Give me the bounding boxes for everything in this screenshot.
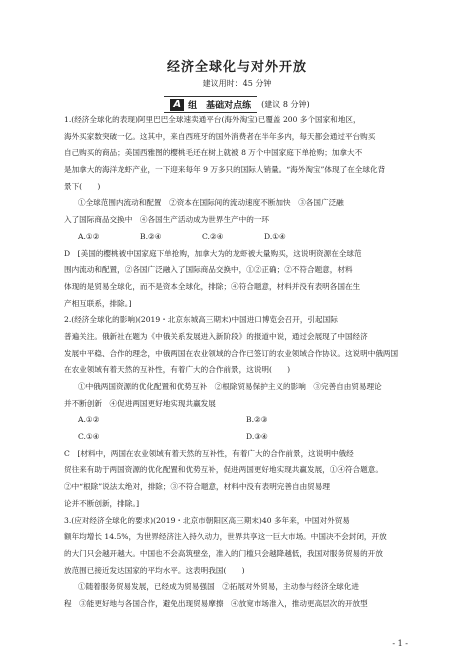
option-b: B.②③ bbox=[246, 415, 268, 425]
text-line: ①全球范围内流动和配置 ②资本在国际间的流动速度不断加快 ③各国广泛融 bbox=[78, 198, 344, 208]
option-a: A.①② bbox=[78, 415, 100, 425]
group-badge bbox=[164, 96, 257, 113]
option-b: B.②④ bbox=[140, 231, 162, 241]
text-line: 3.(应对经济全球化的要求)(2019・北京市朝阳区高三期末)40 多年来，中国对外贸易 bbox=[64, 515, 350, 525]
text-line: 普遍关注。俄新社在题为《中俄关系发展进入新阶段》的报道中说，通过会展现了中国经济 bbox=[64, 331, 368, 341]
text-line: ①中俄两国资源的优化配置和优势互补 ②根除贸易保护主义的影响 ③完善自由贸易理论 bbox=[78, 382, 382, 391]
text-line: 体现的是贸易全球化，而不是资本全球化，排除；④符合题意，材料并没有表明各国在生 bbox=[64, 281, 361, 291]
text-line: ②中“根除”说法太绝对，排除；③不符合题意，材料中没有表明完善自由贸易理 bbox=[64, 482, 330, 492]
text-line: 围内流动和配置，②各国广泛融入了国际商品交换中，①②正确；②不符合题意，材料 bbox=[64, 265, 353, 275]
text-line: 产相互联系，排除。] bbox=[64, 298, 132, 308]
text-line: 在农业领域有着天然的互补性，有着广大的合作前景，这说明( ) bbox=[64, 365, 291, 375]
text-line: 程 ③能更好地与各国合作，避免出现贸易摩擦 ④放宽市场准入，推动更高层次的开放型 bbox=[64, 598, 368, 608]
group-name: 组 基础对点练 bbox=[188, 101, 252, 111]
option-a: A.①② bbox=[78, 231, 100, 241]
group-hint: (建议 8 分钟) bbox=[261, 100, 310, 109]
question-body bbox=[64, 112, 414, 613]
option-c: C.①④ bbox=[78, 432, 100, 442]
text-line: C [材料中，两国在农业领域有着天然的互补性，有着广大的合作前景，这说明中俄经 bbox=[64, 448, 354, 458]
text-line: 并不断创新 ④促进两国更好地实现共赢发展 bbox=[64, 398, 216, 408]
text-line: 额年均增长 14.5%，为世界经济注入持久动力，世界共享这一巨大市场。中国决不会封闭，开放 bbox=[64, 532, 387, 542]
page-number: - 1 - bbox=[392, 639, 408, 648]
option-c: C.②④ bbox=[202, 231, 224, 241]
suggested-time: 建议用时：45 分钟 bbox=[202, 79, 272, 88]
text-line: 入了国际商品交换中 ④各国生产活动成为世界生产中的一环 bbox=[64, 215, 270, 225]
text-line: 放范围已接近发达国家的平均水平。这表明我国( ) bbox=[64, 565, 245, 575]
text-line: 发展中平稳、合作的理念，中俄两国在农业领域的合作已签订的农业领域合作协议。这说明中俄两国 bbox=[64, 348, 399, 358]
text-line: 2.(经济全球化的影响)(2019・北京东城高三期末)中国进口博览会召开，引起国际 bbox=[64, 315, 338, 325]
text-line: 1.(经济全球化的表现)阿里巴巴全球速卖通平台(海外淘宝)已覆盖 200 多个国家和地区， bbox=[64, 115, 361, 124]
text-line: 景下( ) bbox=[64, 181, 101, 191]
text-line: 的大门只会越开越大。中国也不会高筑壁垒，准入的门槛只会越降越低，我国对服务贸易的开放 bbox=[64, 548, 383, 558]
option-d: D.③④ bbox=[246, 432, 268, 442]
option-d: D.①④ bbox=[264, 231, 286, 241]
answer-options bbox=[64, 229, 414, 246]
answer-options bbox=[64, 412, 414, 429]
text-line: 是加拿大的海洋龙虾产业，一下迎来每年 9 万多只的国际人销量。“海外淘宝”体现了在全球化背 bbox=[64, 165, 386, 175]
text-line: 论并不断创新，排除。] bbox=[64, 498, 140, 508]
group-header bbox=[0, 96, 474, 113]
text-line: 贸往来有助于两国资源的优化配置和优势互补，促进两国更好地实现共赢发展，①④符合题意。 bbox=[64, 465, 383, 475]
text-line: ①随着服务贸易发展，已经成为贸易强国 ②拓展对外贸易，主动参与经济全球化进 bbox=[78, 582, 359, 592]
group-letter: A bbox=[170, 99, 184, 111]
text-line: 海外买家数突破一亿。这其中，来自西班牙的国外消费者在半年多内，每天都会通过平台购买 bbox=[64, 131, 376, 141]
text-line: 自己购买的商品；美国西雅图的樱桃毛还在树上就被 8 万个中国家庭下单抢购；加拿大不 bbox=[64, 148, 363, 158]
page-title: 经济全球化与对外开放 bbox=[166, 60, 307, 75]
answer-options bbox=[64, 429, 414, 446]
text-line: D [美国的樱桃被中国家庭下单抢购，加拿大为的龙虾被大量购买，这说明资源在全球范 bbox=[64, 248, 362, 258]
